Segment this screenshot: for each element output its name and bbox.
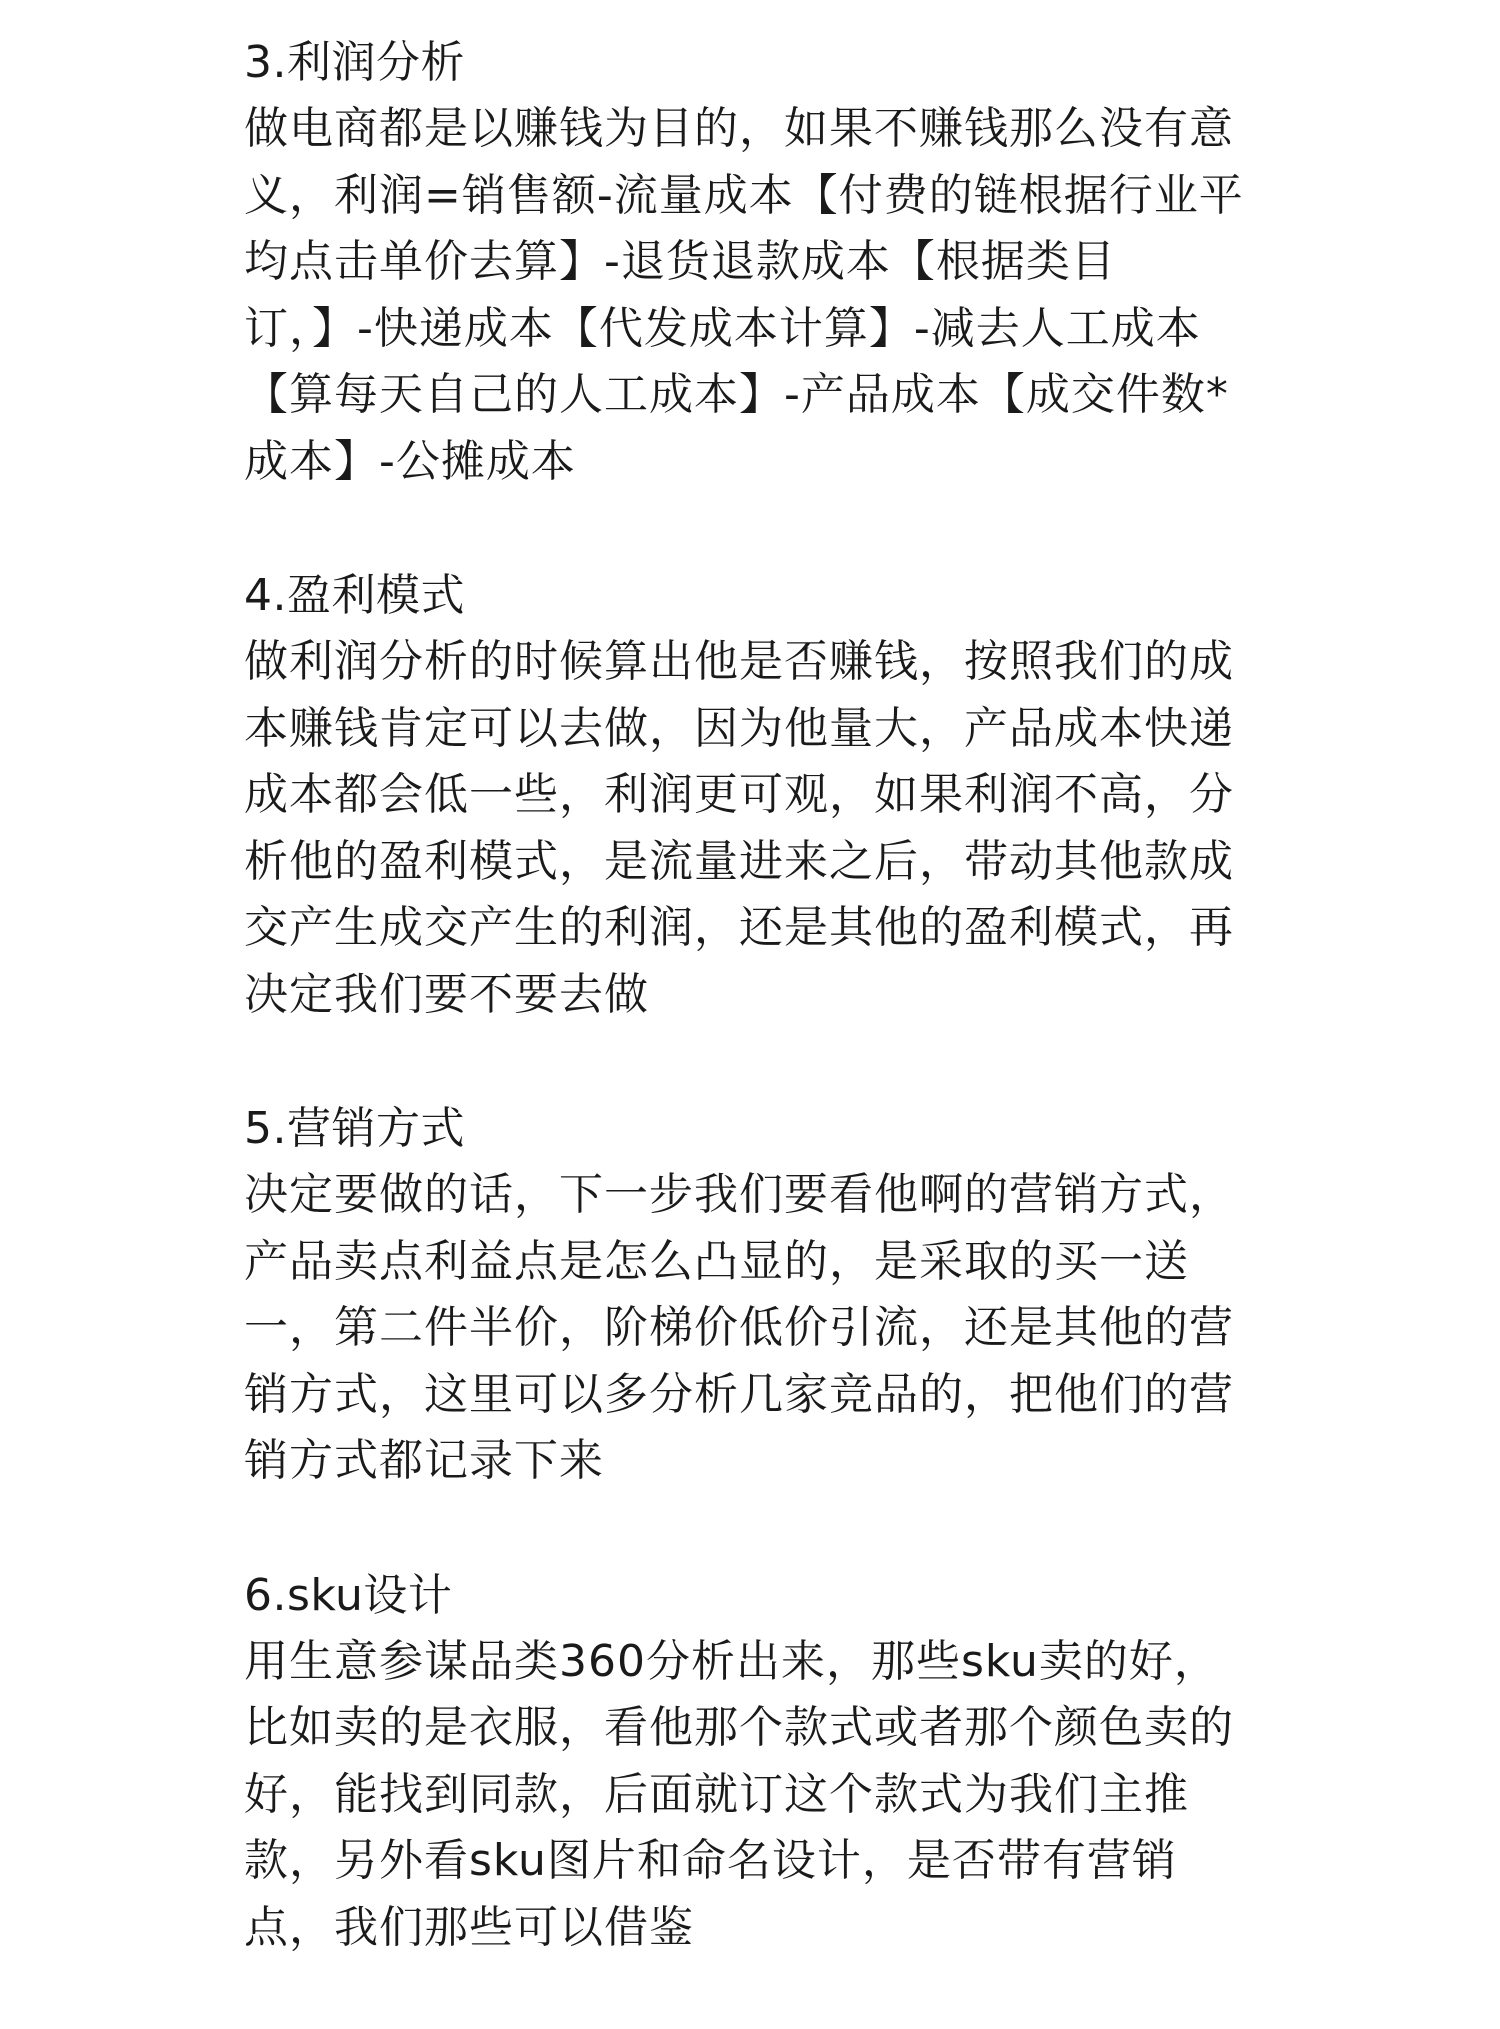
text-line: 交产生成交产生的利润，还是其他的盈利模式，再 (244, 902, 1234, 953)
section-title: 3.利润分析 (244, 37, 465, 88)
text-line: 好，能找到同款，后面就订这个款式为我们主推 (244, 1768, 1189, 1820)
text-line: 做电商都是以赚钱为目的，如果不赚钱那么没有意 (244, 103, 1234, 154)
text-line: 用生意参谋品类360分析出来，那些sku卖的好， (244, 1635, 1219, 1687)
document-page (244, 30, 1284, 2029)
text-line: 订，】-快递成本【代发成本计算】-减去人工成本 (244, 302, 1201, 354)
section-sku-design (244, 1563, 1284, 1962)
section-marketing-method (244, 1096, 1284, 1495)
section-profit-model (244, 563, 1284, 1028)
text-line: 做利润分析的时候算出他是否赚钱，按照我们的成 (244, 636, 1234, 687)
section-body (244, 1162, 1284, 1495)
text-line: 成本都会低一些，利润更可观，如果利润不高，分 (244, 769, 1234, 820)
text-line: 决定要做的话，下一步我们要看他啊的营销方式， (244, 1169, 1234, 1220)
text-line: 本赚钱肯定可以去做，因为他量大，产品成本快递 (244, 702, 1234, 754)
text-line: 点，我们那些可以借鉴 (244, 1901, 694, 1953)
text-line: 成本】-公摊成本 (244, 435, 576, 487)
text-line: 均点击单价去算】-退货退款成本【根据类目 (244, 236, 1116, 287)
text-line: 销方式都记录下来 (244, 1435, 604, 1486)
text-line: 产品卖点利益点是怎么凸显的，是采取的买一送 (244, 1235, 1189, 1287)
text-line: 义，利润=销售额-流量成本【付费的链根据行业平 (244, 169, 1244, 221)
text-line: 一，第二件半价，阶梯价低价引流，还是其他的营 (244, 1302, 1234, 1353)
section-profit-analysis (244, 30, 1284, 495)
section-title: 6.sku设计 (244, 1569, 453, 1621)
text-line: 款，另外看sku图片和命名设计，是否带有营销 (244, 1835, 1177, 1886)
text-line: 决定我们要不要去做 (244, 968, 649, 1020)
text-line: 比如卖的是衣服，看他那个款式或者那个颜色卖的 (244, 1702, 1234, 1753)
text-line: 销方式，这里可以多分析几家竞品的，把他们的营 (244, 1368, 1234, 1420)
section-body (244, 96, 1284, 495)
section-body (244, 629, 1284, 1028)
section-title: 4.盈利模式 (244, 570, 465, 621)
text-line: 析他的盈利模式，是流量进来之后，带动其他款成 (244, 835, 1234, 887)
text-line: 【算每天自己的人工成本】-产品成本【成交件数* (244, 369, 1229, 420)
section-body (244, 1629, 1284, 1962)
section-title: 5.营销方式 (244, 1103, 465, 1154)
